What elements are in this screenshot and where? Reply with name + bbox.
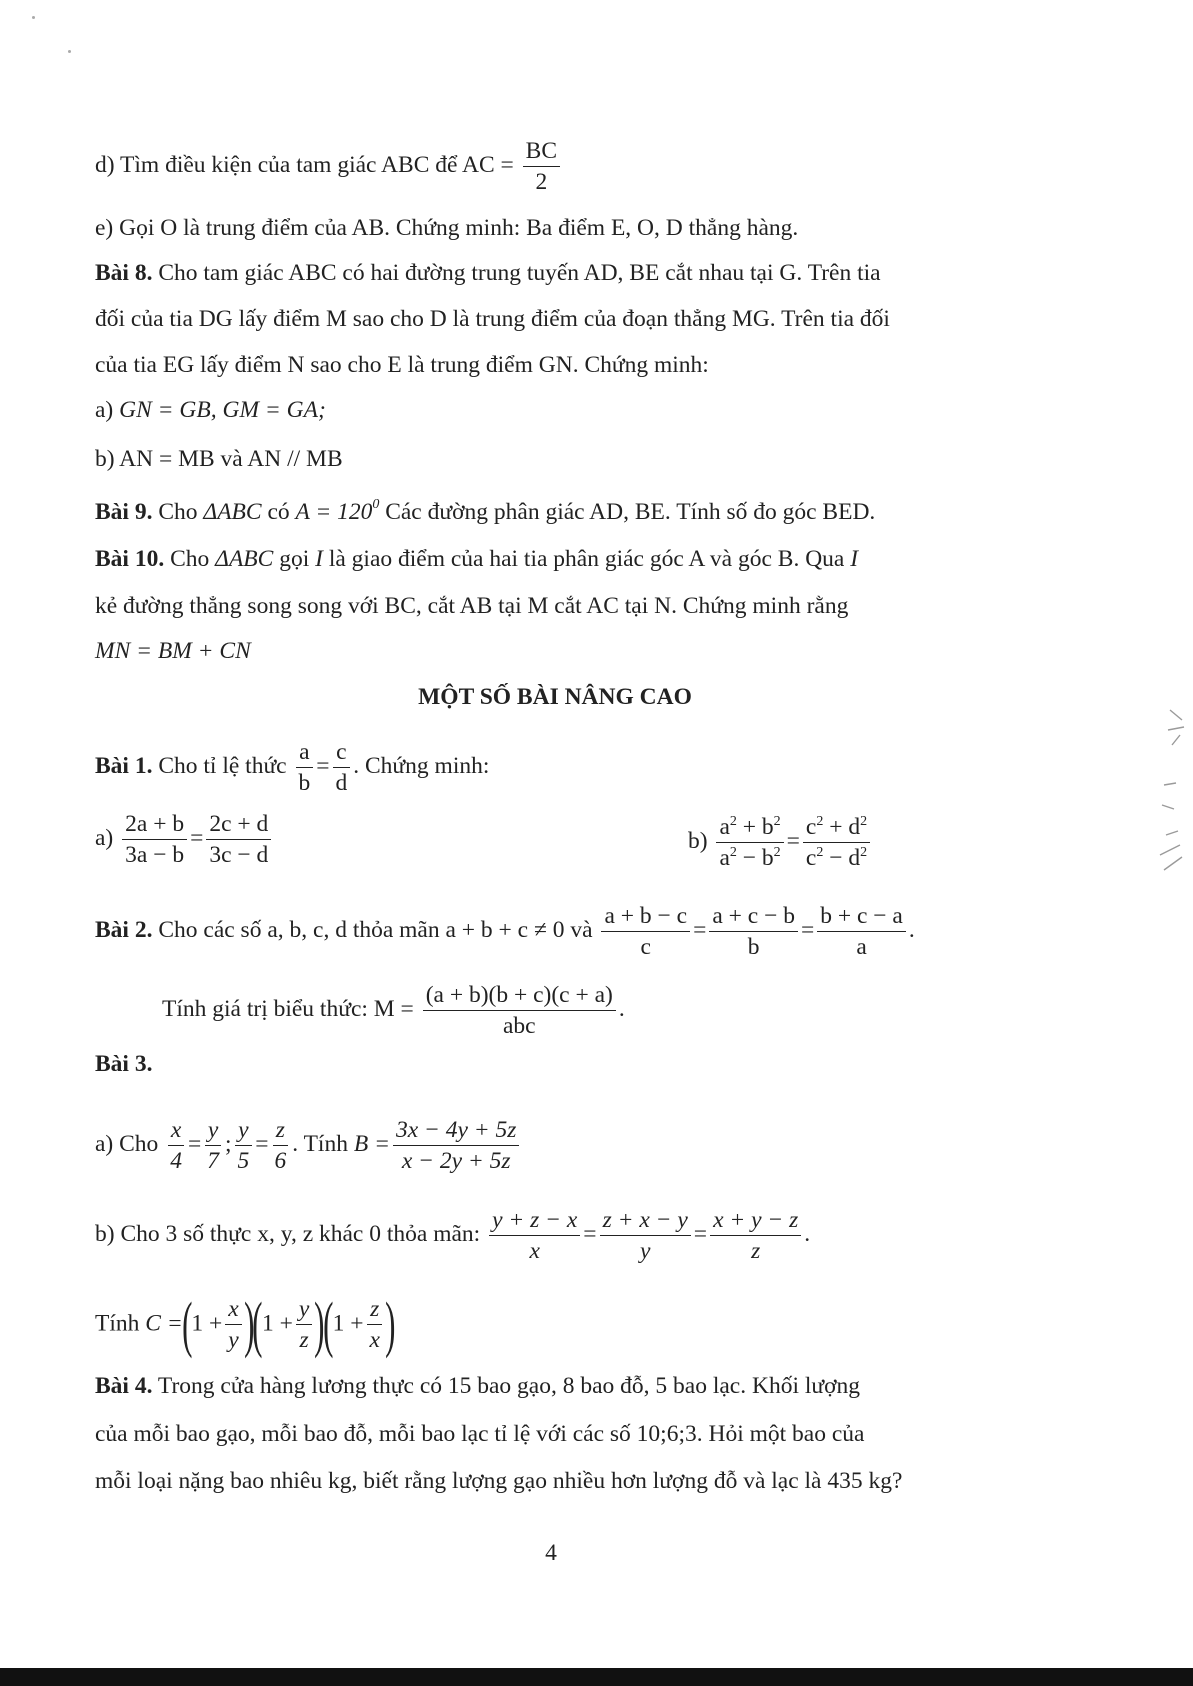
nc1-pre: Cho tỉ lệ thức	[158, 753, 287, 780]
bai9-label: Bài 9.	[95, 499, 153, 525]
left-paren: (	[252, 1291, 263, 1359]
frac-num: 2a + b	[122, 812, 187, 840]
bai10-triangle: ΔABC	[215, 546, 274, 572]
scan-bottom-edge	[0, 1668, 1193, 1686]
bai9-line	[95, 498, 875, 530]
frac-num: x + y − z	[710, 1208, 801, 1236]
equals: =	[583, 1221, 597, 1248]
frac-den: y	[639, 1237, 651, 1264]
nc1-part-a	[95, 812, 274, 867]
degree-sup: 0	[372, 497, 380, 512]
line-d-text: d) Tìm điều kiện của tam giác ABC để AC =	[95, 152, 514, 179]
fraction-z-6	[272, 1118, 290, 1173]
fraction-a2b2	[716, 815, 783, 870]
bai9-triangle: ΔABC	[203, 499, 262, 525]
bai8-a-eq: GN = GB, GM = GA;	[119, 397, 326, 423]
equals: =	[316, 753, 330, 780]
right-paren: )	[243, 1291, 255, 1359]
nc3-label: Bài 3.	[95, 1051, 153, 1077]
bai9-angle-val: A = 120	[295, 499, 373, 525]
bai10-post: là giao điểm của hai tia phân giác góc A và góc B. Qua	[328, 546, 845, 572]
C-label: C =	[145, 1310, 183, 1337]
bai8-label: Bài 8.	[95, 260, 153, 286]
bai8-line1	[95, 259, 881, 287]
fraction-2c-d	[206, 812, 271, 867]
nc2-label: Bài 2.	[95, 917, 153, 944]
bai9-angle	[296, 499, 380, 525]
frac-num: a	[296, 740, 312, 768]
bai10-line2: kẻ đường thẳng song song với BC, cắt AB tại M cắt AC tại N. Chứng minh rằng	[95, 593, 849, 619]
nc3-c-pre: Tính	[95, 1310, 140, 1337]
fraction-y-7	[204, 1118, 222, 1173]
square: 2	[816, 814, 824, 829]
nc1-post: . Chứng minh:	[353, 753, 490, 780]
frac-den: c	[640, 933, 651, 960]
nc3-a-pre: a) Cho	[95, 1131, 159, 1158]
fraction-x-y	[225, 1297, 241, 1352]
frac-num: y	[296, 1297, 312, 1325]
frac-den: x − 2y + 5z	[401, 1147, 511, 1174]
frac-num: 3x − 4y + 5z	[393, 1118, 519, 1146]
bai10-pre: Cho	[170, 546, 210, 572]
term: c	[805, 814, 817, 840]
fraction-g2	[600, 1208, 691, 1263]
frac-num: b + c − a	[817, 904, 906, 932]
right-paren: )	[314, 1291, 325, 1359]
bai8-text1: Cho tam giác ABC có hai đường trung tuyến AD, BE cắt nhau tại G. Trên tia	[158, 260, 881, 286]
square: 2	[729, 814, 737, 829]
period: .	[908, 917, 915, 944]
fraction-g1	[489, 1208, 580, 1263]
fraction-abc	[601, 904, 690, 959]
bai8-a-label: a)	[95, 397, 114, 423]
bai10-line1	[95, 545, 858, 573]
frac-num: y	[235, 1118, 251, 1146]
nc4-line1	[95, 1372, 860, 1400]
fraction-M	[423, 983, 616, 1038]
fraction-g3	[710, 1208, 801, 1263]
nc3-part-a	[95, 1118, 522, 1173]
frac-den: y	[228, 1327, 239, 1353]
frac-den: x	[529, 1237, 540, 1264]
equals: =	[187, 1131, 202, 1158]
one-plus: 1 +	[191, 1310, 223, 1337]
term: + d	[829, 814, 861, 840]
frac-den: x	[369, 1327, 380, 1353]
semicolon: ;	[224, 1131, 232, 1158]
fraction-acb	[709, 904, 798, 959]
bai8-line3: của tia EG lấy điểm N sao cho E là trung điểm GN. Chứng minh:	[95, 352, 709, 378]
period: .	[804, 1221, 811, 1248]
nc2-line2-pre: Tính giá trị biểu thức: M =	[162, 996, 414, 1023]
fraction-y-z	[296, 1297, 312, 1352]
nc1-a-label: a)	[95, 825, 114, 852]
frac-den	[803, 843, 870, 871]
frac-num: z + x − y	[600, 1208, 691, 1236]
nc2-pre: Cho các số a, b, c, d thỏa mãn a + b + c ≠ 0 và	[158, 917, 593, 944]
line-d	[95, 139, 563, 194]
term: + b	[742, 814, 774, 840]
frac-num: y	[205, 1118, 221, 1146]
frac-den: d	[335, 769, 348, 796]
bai9-post: Các đường phân giác AD, BE. Tính số đo góc BED.	[385, 499, 876, 525]
frac-den: z	[751, 1237, 761, 1264]
nc1-part-b	[688, 815, 873, 870]
line-e: e) Gọi O là trung điểm của AB. Chứng minh: Ba điểm E, O, D thẳng hàng.	[95, 215, 799, 241]
fraction-bca	[817, 904, 906, 959]
bai8-part-a	[95, 396, 326, 424]
nc4-line2: của mỗi bao gạo, mỗi bao đỗ, mỗi bao lạc tỉ lệ với các số 10;6;3. Hỏi một bao của	[95, 1421, 865, 1447]
square: 2	[729, 844, 737, 860]
square: 2	[773, 844, 781, 860]
square: 2	[816, 844, 824, 860]
fraction-bc-over-2	[523, 139, 560, 194]
frac-num: x	[225, 1297, 241, 1325]
nc3-b-pre: b) Cho 3 số thực x, y, z khác 0 thỏa mãn:	[95, 1221, 481, 1248]
nc1-line	[95, 740, 489, 795]
scan-artifact-icon	[1150, 705, 1190, 885]
scan-speck	[68, 50, 71, 53]
bai8-line2: đối của tia DG lấy điểm M sao cho D là trung điểm của đoạn thẳng MG. Trên tia đối	[95, 306, 890, 332]
B-label: B =	[353, 1131, 390, 1158]
period: .	[618, 996, 625, 1023]
nc3-a-mid: . Tính	[292, 1131, 348, 1158]
frac-den: 3a − b	[125, 841, 185, 868]
square: 2	[860, 814, 868, 829]
equals: =	[255, 1131, 269, 1158]
nc3-part-b	[95, 1208, 810, 1263]
equals: =	[693, 917, 707, 944]
bai10-I: I	[315, 546, 323, 572]
frac-den	[716, 843, 783, 871]
square: 2	[860, 844, 868, 860]
nc1-label: Bài 1.	[95, 753, 153, 780]
bai9-pre: Cho	[158, 499, 198, 525]
frac-num: (a + b)(b + c)(c + a)	[423, 983, 616, 1011]
frac-den: 2	[535, 168, 548, 195]
nc3-part-c	[95, 1291, 396, 1359]
nc1-b-label: b)	[688, 828, 708, 855]
term: a	[719, 814, 730, 840]
frac-den: 5	[237, 1147, 250, 1174]
nc4-label: Bài 4.	[95, 1373, 153, 1399]
one-plus: 1 +	[261, 1310, 293, 1337]
fraction-a-b	[295, 740, 313, 795]
bai10-I2: I	[850, 546, 859, 572]
frac-den: b	[747, 933, 760, 960]
frac-num: z	[273, 1118, 288, 1146]
fraction-B	[393, 1118, 519, 1173]
bai9-mid: có	[267, 499, 290, 525]
equals: =	[693, 1221, 708, 1248]
frac-den: 7	[207, 1147, 219, 1174]
fraction-x-4	[167, 1118, 185, 1173]
square: 2	[773, 814, 781, 829]
frac-num: x	[168, 1118, 184, 1146]
frac-den: 6	[274, 1147, 287, 1174]
right-paren: )	[385, 1291, 396, 1359]
frac-num: c	[333, 740, 349, 768]
frac-den: 3c − d	[209, 841, 269, 868]
equals: =	[190, 825, 204, 852]
bai8-part-b: b) AN = MB và AN // MB	[95, 446, 343, 472]
frac-den: abc	[502, 1012, 536, 1039]
frac-num: BC	[523, 139, 560, 167]
fraction-c2d2	[803, 815, 870, 870]
term: − b	[742, 844, 774, 871]
section-heading: MỘT SỐ BÀI NÂNG CAO	[418, 684, 692, 710]
equals: =	[800, 917, 815, 944]
fraction-c-d	[333, 740, 351, 795]
bai10-mid: gọi	[279, 546, 310, 572]
bai10-label: Bài 10.	[95, 546, 165, 572]
fraction-y-5	[234, 1118, 252, 1173]
equals: =	[786, 828, 800, 855]
frac-num: z	[367, 1297, 382, 1325]
frac-num: 2c + d	[206, 812, 271, 840]
frac-num: a + b − c	[601, 904, 690, 932]
fraction-2a-b	[122, 812, 187, 867]
frac-num: y + z − x	[489, 1208, 580, 1236]
fraction-z-x	[367, 1297, 383, 1352]
frac-num	[716, 815, 783, 843]
bai10-eq: MN = BM + CN	[95, 638, 251, 664]
term: − d	[829, 844, 861, 871]
frac-num	[803, 815, 870, 843]
nc2-line	[95, 904, 915, 959]
frac-den: 4	[170, 1147, 182, 1174]
term: c	[805, 844, 817, 871]
frac-den: z	[299, 1327, 309, 1353]
frac-den: b	[298, 769, 311, 796]
nc2-line2	[162, 983, 625, 1038]
term: a	[719, 844, 730, 871]
nc4-line3: mỗi loại nặng bao nhiêu kg, biết rằng lượng gạo nhiều hơn lượng đỗ và lạc là 435 kg?	[95, 1468, 903, 1494]
page-number: 4	[545, 1540, 557, 1566]
scan-speck	[32, 16, 35, 19]
left-paren: (	[181, 1291, 193, 1359]
nc4-text1: Trong cửa hàng lương thực có 15 bao gạo, 8 bao đỗ, 5 bao lạc. Khối lượng	[157, 1373, 861, 1399]
frac-num: a + c − b	[709, 904, 798, 932]
left-paren: (	[323, 1291, 334, 1359]
one-plus: 1 +	[332, 1310, 364, 1337]
frac-den: a	[856, 933, 867, 960]
